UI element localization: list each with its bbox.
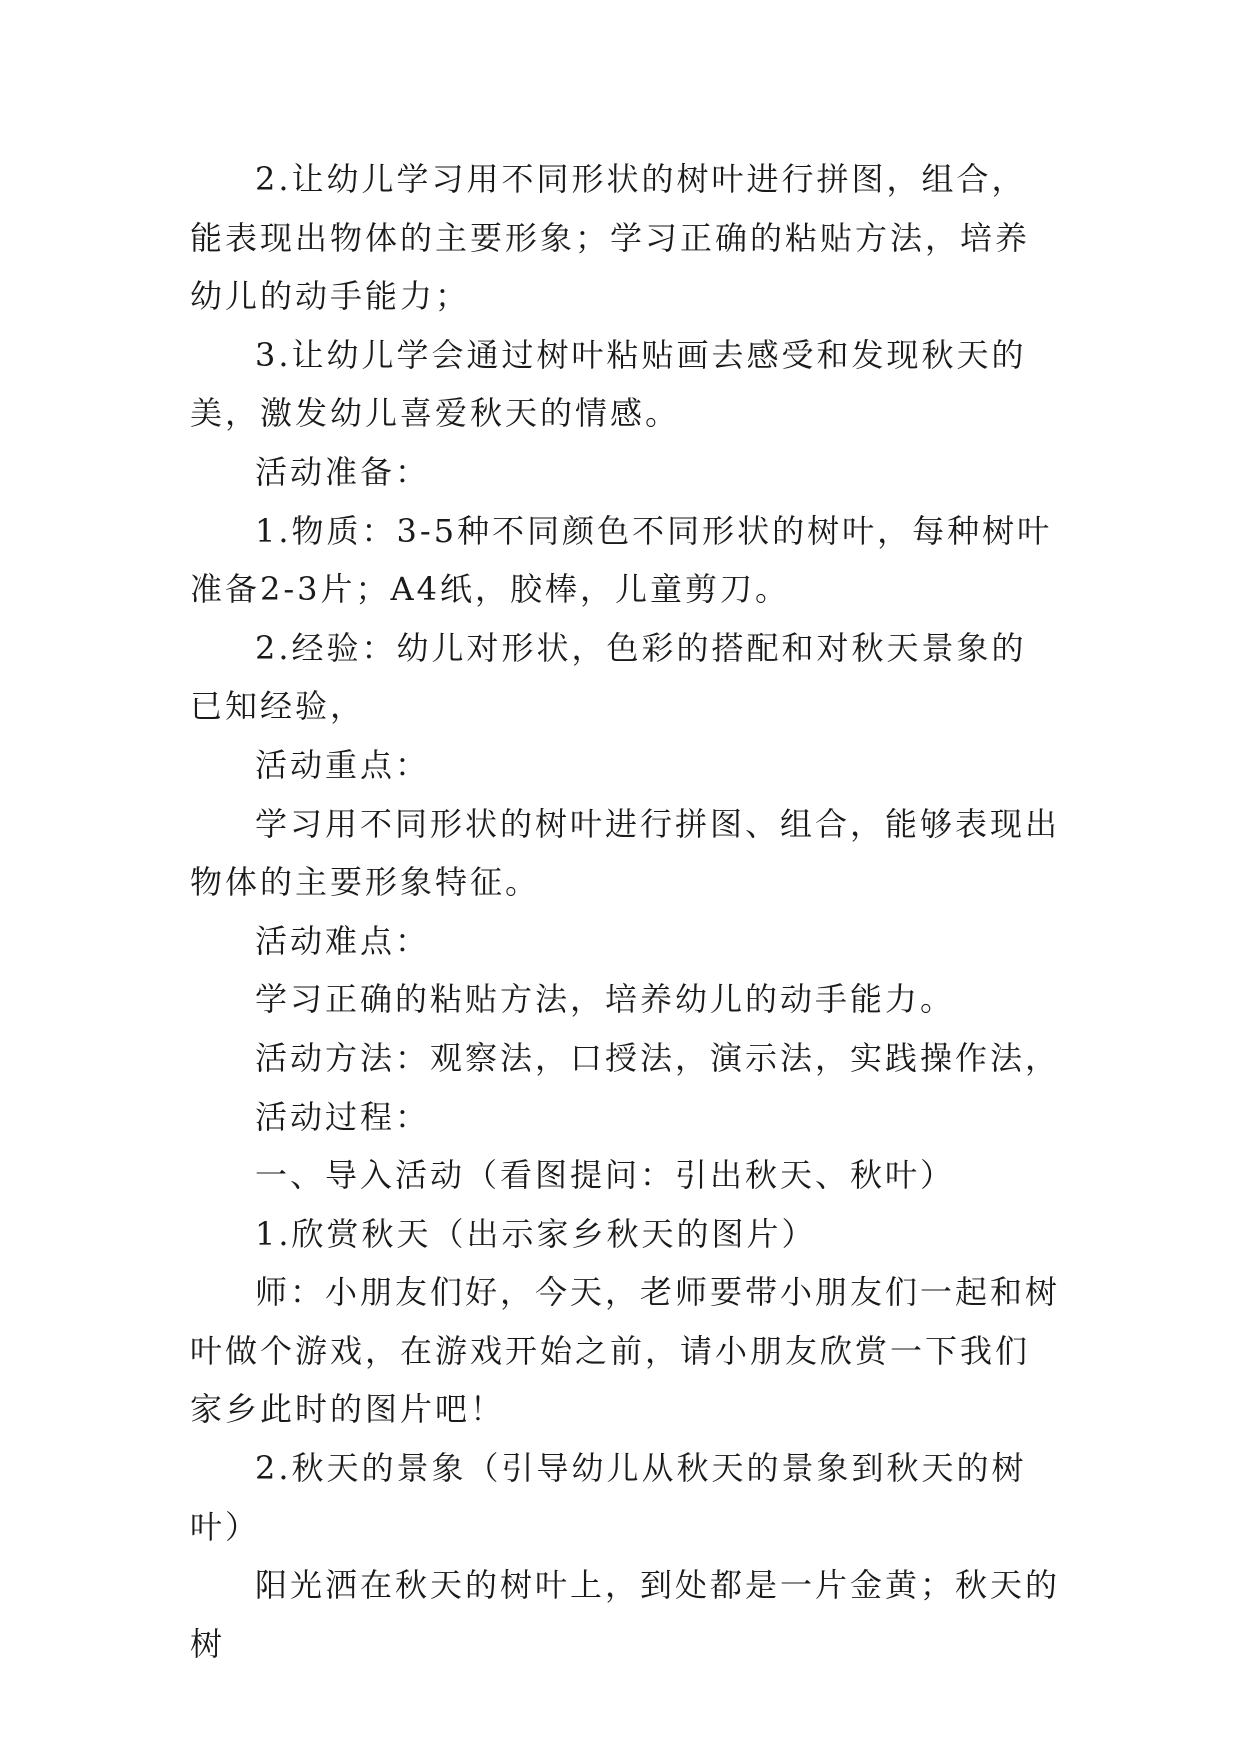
paragraph: 活动方法：观察法，口授法，演示法，实践操作法， [255,1038,1061,1077]
section-heading: 活动重点： [255,745,431,784]
paragraph: 一、导入活动（看图提问：引出秋天、秋叶） [255,1156,956,1195]
paragraph: 师：小朋友们好，今天，老师要带小朋友们一起和树叶做个游戏，在游戏开始之前，请小朋友欣赏一下我们家乡此时的图片吧！ [190,1273,1061,1429]
paragraph: 2.秋天的景象（引导幼儿从秋天的景象到秋天的树叶） [190,1449,1027,1546]
paragraph: 1.欣赏秋天（出示家乡秋天的图片） [255,1214,817,1253]
paragraph: 学习用不同形状的树叶进行拼图、组合，能够表现出物体的主要形象特征。 [190,804,1061,902]
document-body [190,150,1060,1673]
section-heading: 活动难点： [255,921,431,960]
paragraph: 阳光洒在秋天的树叶上，到处都是一片金黄；秋天的树 [190,1566,1061,1663]
paragraph: 2.经验：幼儿对形状，色彩的搭配和对秋天景象的已知经验， [190,628,1027,726]
paragraph: 2.让幼儿学习用不同形状的树叶进行拼图，组合，能表现出物体的主要形象；学习正确的粘贴方法，培养幼儿的动手能力； [190,160,1031,316]
paragraph: 1.物质：3-5种不同颜色不同形状的树叶，每种树叶准备2-3片；A4纸，胶棒，儿童剪刀。 [190,511,1053,609]
section-heading: 活动过程： [255,1097,431,1136]
paragraph: 学习正确的粘贴方法，培养幼儿的动手能力。 [255,980,956,1019]
section-heading: 活动准备： [255,452,431,491]
paragraph: 3.让幼儿学会通过树叶粘贴画去感受和发现秋天的美，激发幼儿喜爱秋天的情感。 [190,335,1027,433]
